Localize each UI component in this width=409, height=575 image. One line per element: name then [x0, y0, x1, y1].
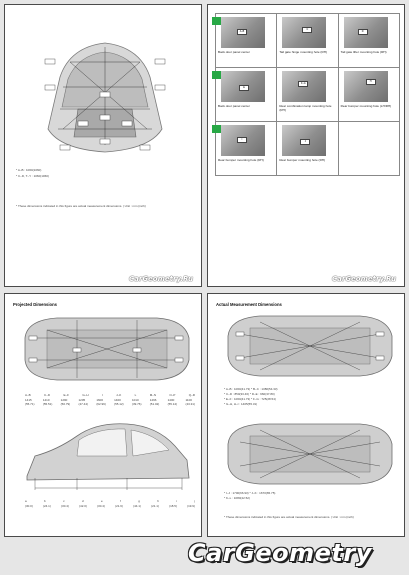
- rear-body-diagram: [30, 37, 180, 157]
- page-4: [207, 293, 405, 537]
- photo-caption: Rear bumper mounting hole (RH): [218, 158, 264, 162]
- watermark-page-1: CarGeometry.Ru: [129, 275, 194, 283]
- dim-label: J–K: [116, 393, 122, 397]
- photo-cell: [277, 14, 338, 68]
- watermark-main: CarGeometry: [188, 539, 372, 567]
- photo-caption: Rear bumper mounting hole (RH): [279, 158, 326, 162]
- photo: C: [282, 17, 326, 48]
- page-3: [4, 293, 202, 537]
- dim-value: 1415 (55.71): [25, 398, 35, 406]
- photo-caption: Back door panel center: [218, 50, 250, 54]
- dim-value: (30.4): [61, 504, 69, 508]
- dim-value: (30.0): [25, 504, 33, 508]
- photo-cell: [216, 68, 277, 122]
- legend-line-1: * A–B : 1060(1060): [16, 168, 42, 172]
- page-title: Actual Measurement Dimensions: [216, 302, 282, 307]
- dim-value: (44.1): [133, 504, 141, 508]
- photo: J: [282, 125, 326, 156]
- photo: D: [344, 17, 388, 48]
- dim-line: * C–D : 850(33.46) * D–E : 960(37.80): [224, 392, 275, 396]
- green-tag-icon: [212, 71, 221, 79]
- green-tag-icon: [212, 125, 221, 133]
- dim-value: 1010 (39.76): [131, 398, 142, 406]
- dim-label: M–N: [149, 393, 157, 397]
- footnote: * These dimensions indicated in this figure are actual measurement dimensions. | Unit : mm (inch): [224, 515, 354, 519]
- dim-label: g: [138, 499, 140, 503]
- dim-line: * G–H, H–I : 1405(55.31): [224, 402, 258, 406]
- dim-value: 1296 (51.02): [149, 398, 160, 406]
- dim-label: A–B: [25, 393, 31, 397]
- photo-cell: [216, 122, 277, 176]
- watermark-page-2: CarGeometry.Ru: [332, 275, 397, 283]
- photo-caption: Back door panel center: [218, 104, 250, 108]
- photo-cell: [216, 14, 277, 68]
- photo-cell: [277, 68, 338, 122]
- dim-label: C–D: [44, 393, 51, 397]
- dim-value: (24.1): [43, 504, 51, 508]
- dim-value: (21.1): [151, 504, 159, 508]
- footnote: * These dimensions indicated in this figure are actual measurement dimensions. | Unit : mm (inch): [16, 204, 146, 208]
- dim-value: (30.4): [97, 504, 105, 508]
- photo-caption: Rear bumper mounting hole (LH/RH): [340, 104, 392, 108]
- page-title: Projected Dimensions: [13, 302, 57, 307]
- dim-label: f: [119, 499, 121, 503]
- photo-cell: [339, 68, 400, 122]
- dims-row-2-values: [25, 505, 195, 509]
- dim-label: b: [44, 499, 46, 503]
- dim-value: (18.5): [169, 504, 177, 508]
- underbody-diagram-bottom: [220, 416, 398, 488]
- dim-label: c: [63, 499, 65, 503]
- dim-label: a: [25, 499, 27, 503]
- photo-caption: Rear combination lamp mounting hole (RH): [279, 104, 332, 113]
- dim-value: 1400 (55.12): [114, 398, 124, 406]
- dim-label: d: [81, 499, 84, 503]
- underbody-diagram-top: [220, 308, 398, 380]
- dim-value: (19.9): [187, 504, 195, 508]
- dim-label: Q–R: [188, 393, 195, 397]
- photo: I: [221, 125, 265, 156]
- dim-line: * E–F : 1060(41.73) * F–G : 725(28.54): [224, 397, 276, 401]
- dim-label: O–P: [169, 393, 176, 397]
- legend-line-2: * C–D, T–Y : 1060(1060): [16, 174, 49, 178]
- dim-line: * I–J : 1700(66.93) * J–K : 1670(65.75): [224, 491, 276, 495]
- dim-value: 1410 (55.51): [42, 398, 53, 406]
- photo-grid: [215, 13, 400, 176]
- photo: F–G: [282, 71, 326, 102]
- green-tag-icon: [212, 17, 221, 25]
- dim-line: * A–B : 1060(41.73) * B–C : 1380(54.33): [224, 387, 278, 391]
- dim-label: h: [157, 499, 159, 503]
- dim-label: G–H: [82, 393, 89, 397]
- photo: E: [221, 71, 265, 102]
- dim-label: e: [100, 499, 103, 503]
- empty-cell: [339, 122, 400, 176]
- photo-cell: [277, 122, 338, 176]
- dim-value: (21.6): [115, 504, 123, 508]
- photo-cell: [339, 14, 400, 68]
- dim-label: I: [101, 393, 103, 397]
- dim-label: i: [176, 499, 177, 503]
- photo: H: [344, 71, 388, 102]
- page-2: [207, 4, 405, 287]
- underbody-diagram: [17, 308, 195, 388]
- dim-value: 1400 (55.12): [167, 398, 178, 406]
- dim-value: 1290 (50.79): [60, 398, 71, 406]
- dim-value: 1100 (43.31): [185, 398, 195, 406]
- side-body-diagram: [17, 416, 195, 496]
- dim-label: j: [194, 499, 195, 503]
- dim-value: 1205 (47.44): [78, 398, 88, 406]
- dims-row-1-values: [25, 399, 195, 407]
- photo-caption: Tail gate hinge mounting hole (RH): [279, 50, 327, 54]
- dim-label: E–F: [63, 393, 69, 397]
- dim-line: * K–L : 1080(42.52): [224, 496, 250, 500]
- dim-value: (42.0): [79, 504, 87, 508]
- dim-label: L: [134, 393, 137, 397]
- photo-caption: Tail gate lifter mounting hole (RH): [340, 50, 387, 54]
- page-1: [4, 4, 202, 287]
- photo: A–B: [221, 17, 265, 48]
- dim-value: 1600 (62.99): [96, 398, 106, 406]
